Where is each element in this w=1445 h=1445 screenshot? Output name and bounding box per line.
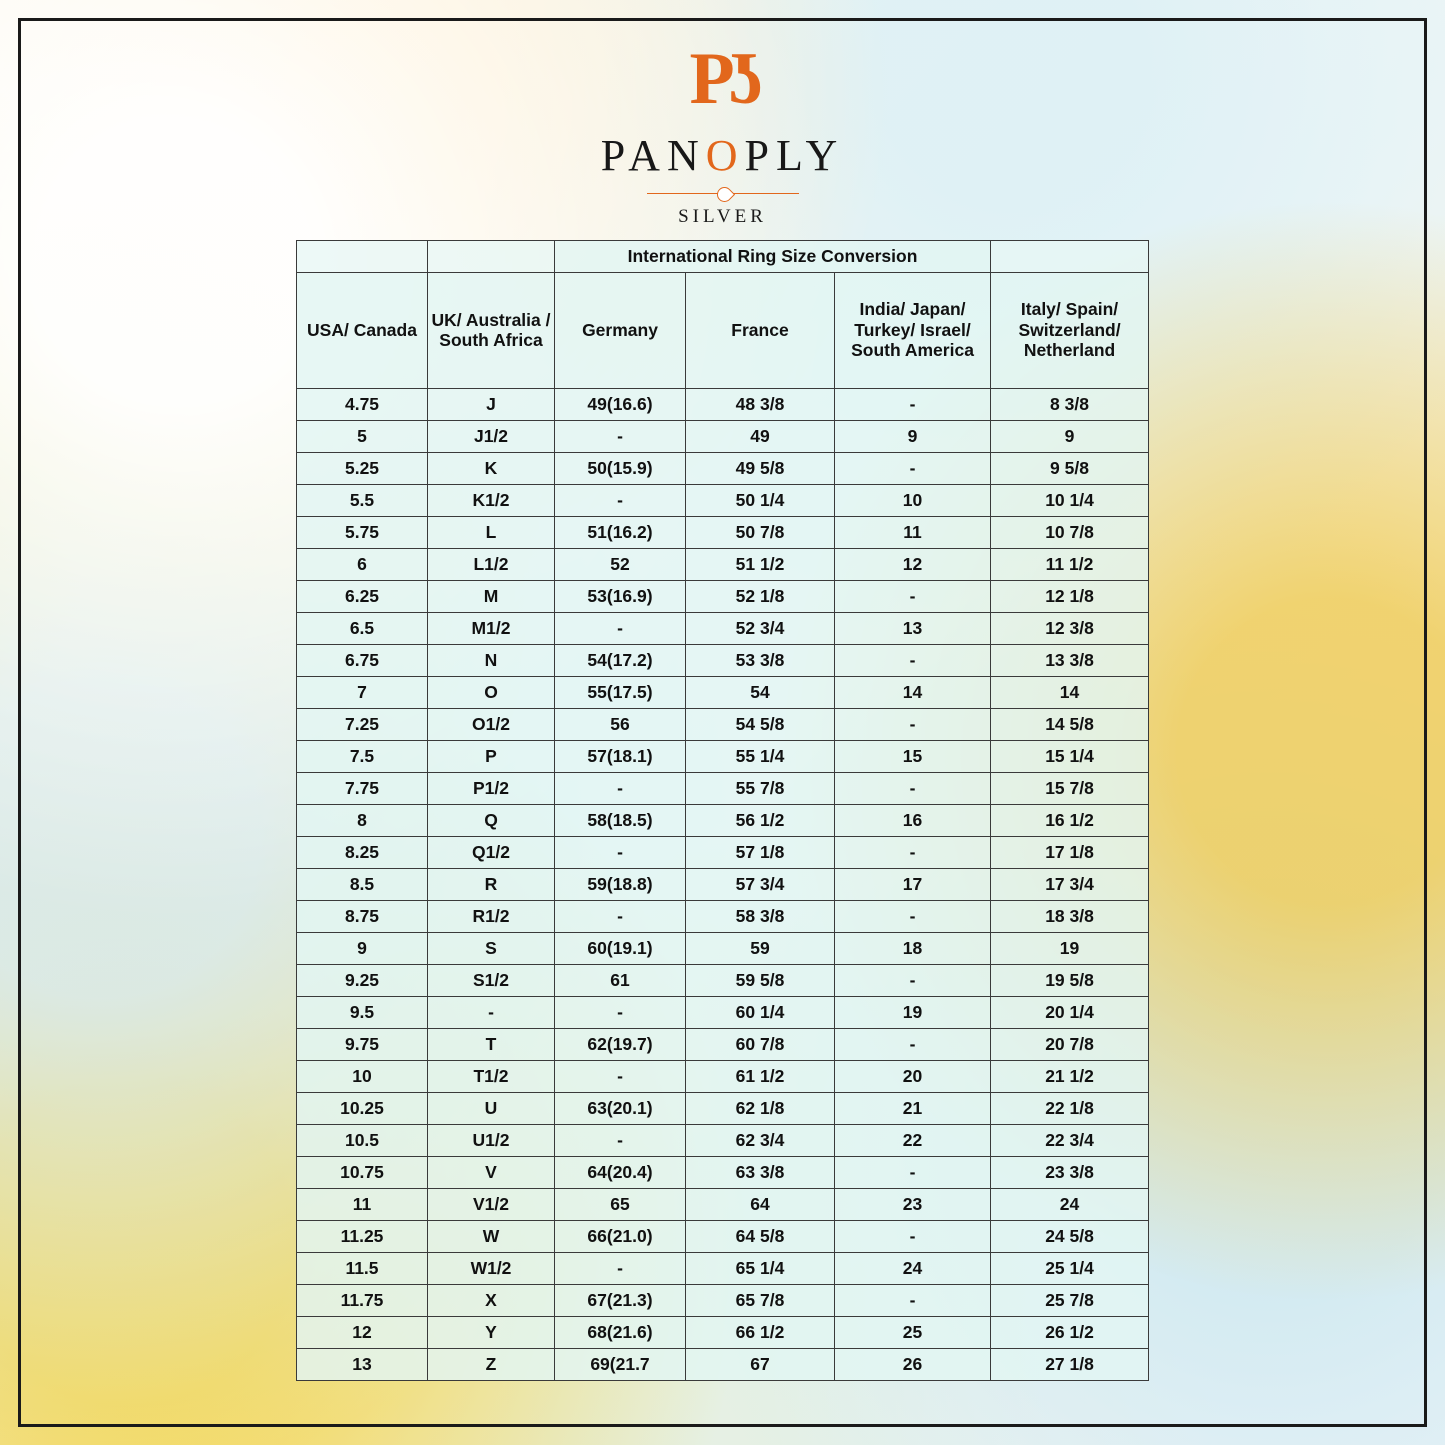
table-cell: 10.75 (297, 1156, 428, 1188)
table-cell: - (835, 1284, 991, 1316)
table-cell: - (555, 772, 686, 804)
table-cell: 15 1/4 (991, 740, 1149, 772)
table-cell: 58 3/8 (686, 900, 835, 932)
table-cell: 54 (686, 676, 835, 708)
table-cell: N (428, 644, 555, 676)
table-cell: 53(16.9) (555, 580, 686, 612)
table-cell: 15 (835, 740, 991, 772)
table-cell: 18 (835, 932, 991, 964)
table-cell: - (555, 996, 686, 1028)
table-cell: 19 (835, 996, 991, 1028)
table-cell: 54(17.2) (555, 644, 686, 676)
table-row (297, 708, 1149, 740)
table-cell: M1/2 (428, 612, 555, 644)
table-cell: 50 1/4 (686, 484, 835, 516)
table-cell: V1/2 (428, 1188, 555, 1220)
table-row (297, 1348, 1149, 1380)
table-cell: 62 1/8 (686, 1092, 835, 1124)
brand-name: PANOPLY (600, 131, 845, 181)
table-row (297, 1252, 1149, 1284)
table-cell: 9 (297, 932, 428, 964)
table-cell: 62(19.7) (555, 1028, 686, 1060)
table-cell: X (428, 1284, 555, 1316)
table-cell: 16 1/2 (991, 804, 1149, 836)
table-header-row (297, 272, 1149, 388)
table-row (297, 1284, 1149, 1316)
table-row (297, 932, 1149, 964)
table-cell: 61 1/2 (686, 1060, 835, 1092)
table-cell: U (428, 1092, 555, 1124)
table-cell: 19 (991, 932, 1149, 964)
table-cell: 62 3/4 (686, 1124, 835, 1156)
table-cell: 59 5/8 (686, 964, 835, 996)
table-row (297, 1028, 1149, 1060)
table-cell: Q1/2 (428, 836, 555, 868)
table-cell: 10 7/8 (991, 516, 1149, 548)
table-row (297, 996, 1149, 1028)
table-cell: - (428, 996, 555, 1028)
table-cell: 11.5 (297, 1252, 428, 1284)
table-cell: 4.75 (297, 388, 428, 420)
table-cell: O1/2 (428, 708, 555, 740)
table-cell: - (555, 484, 686, 516)
column-header-usa-canada: USA/ Canada (297, 272, 428, 388)
table-cell: 52 1/8 (686, 580, 835, 612)
table-row (297, 1220, 1149, 1252)
table-row (297, 452, 1149, 484)
table-cell: 63(20.1) (555, 1092, 686, 1124)
table-cell: 64 5/8 (686, 1220, 835, 1252)
table-cell: 20 (835, 1060, 991, 1092)
table-cell: S1/2 (428, 964, 555, 996)
table-cell: 5 (297, 420, 428, 452)
table-cell: 25 1/4 (991, 1252, 1149, 1284)
table-cell: Q (428, 804, 555, 836)
column-header-italy-spain-switzerland: Italy/ Spain/ Switzerland/ Netherland (991, 272, 1149, 388)
table-cell: 57(18.1) (555, 740, 686, 772)
table-cell: 10.5 (297, 1124, 428, 1156)
table-cell: 12 3/8 (991, 612, 1149, 644)
table-cell: 51 1/2 (686, 548, 835, 580)
table-cell: 54 5/8 (686, 708, 835, 740)
table-cell: 56 (555, 708, 686, 740)
table-cell: 5.5 (297, 484, 428, 516)
table-title-row (297, 241, 1149, 273)
table-cell: 19 5/8 (991, 964, 1149, 996)
table-row (297, 1124, 1149, 1156)
table-cell: 66 1/2 (686, 1316, 835, 1348)
table-cell: 14 (991, 676, 1149, 708)
table-cell: 12 (835, 548, 991, 580)
table-cell: 10.25 (297, 1092, 428, 1124)
table-row (297, 740, 1149, 772)
table-cell: 9 5/8 (991, 452, 1149, 484)
table-cell: - (555, 900, 686, 932)
table-row (297, 964, 1149, 996)
table-cell: 18 3/8 (991, 900, 1149, 932)
table-cell: 48 3/8 (686, 388, 835, 420)
table-cell: - (835, 452, 991, 484)
table-cell: 65 (555, 1188, 686, 1220)
table-row (297, 868, 1149, 900)
table-cell: 57 3/4 (686, 868, 835, 900)
table-cell: - (835, 836, 991, 868)
table-cell: 21 (835, 1092, 991, 1124)
table-cell: 8.5 (297, 868, 428, 900)
table-cell: 23 (835, 1188, 991, 1220)
leaf-divider-icon (647, 193, 799, 194)
table-cell: 50(15.9) (555, 452, 686, 484)
table-cell: 11.75 (297, 1284, 428, 1316)
table-cell: - (555, 1060, 686, 1092)
table-cell: 8.25 (297, 836, 428, 868)
table-cell: 20 7/8 (991, 1028, 1149, 1060)
table-row (297, 1188, 1149, 1220)
table-cell: 10 1/4 (991, 484, 1149, 516)
table-cell: 53 3/8 (686, 644, 835, 676)
title-blank-cell-2 (428, 241, 555, 273)
table-cell: 24 (991, 1188, 1149, 1220)
table-cell: Z (428, 1348, 555, 1380)
table-cell: 13 3/8 (991, 644, 1149, 676)
table-cell: 55 7/8 (686, 772, 835, 804)
table-cell: 20 1/4 (991, 996, 1149, 1028)
table-row (297, 772, 1149, 804)
table-cell: - (835, 1156, 991, 1188)
table-row (297, 900, 1149, 932)
table-cell: - (555, 836, 686, 868)
table-cell: - (835, 644, 991, 676)
column-header-france: France (686, 272, 835, 388)
table-cell: - (555, 1124, 686, 1156)
table-cell: 11 1/2 (991, 548, 1149, 580)
table-cell: 26 1/2 (991, 1316, 1149, 1348)
table-cell: 65 1/4 (686, 1252, 835, 1284)
table-row (297, 644, 1149, 676)
table-cell: - (835, 580, 991, 612)
table-cell: 6 (297, 548, 428, 580)
table-cell: 52 (555, 548, 686, 580)
table-cell: 60 1/4 (686, 996, 835, 1028)
table-cell: 14 5/8 (991, 708, 1149, 740)
table-cell: 16 (835, 804, 991, 836)
table-cell: 52 3/4 (686, 612, 835, 644)
table-cell: 64 (686, 1188, 835, 1220)
table-cell: T1/2 (428, 1060, 555, 1092)
table-cell: 25 7/8 (991, 1284, 1149, 1316)
table-cell: T (428, 1028, 555, 1060)
table-cell: 50 7/8 (686, 516, 835, 548)
table-cell: 9 (835, 420, 991, 452)
table-row (297, 1060, 1149, 1092)
table-cell: - (835, 708, 991, 740)
table-cell: W1/2 (428, 1252, 555, 1284)
table-cell: 64(20.4) (555, 1156, 686, 1188)
table-cell: 6.75 (297, 644, 428, 676)
table-cell: 22 (835, 1124, 991, 1156)
table-cell: - (835, 388, 991, 420)
table-cell: 5.25 (297, 452, 428, 484)
table-cell: 6.25 (297, 580, 428, 612)
table-cell: - (555, 612, 686, 644)
table-cell: 10 (835, 484, 991, 516)
brand-name-accent-letter: O (705, 131, 745, 181)
table-cell: V (428, 1156, 555, 1188)
table-cell: R1/2 (428, 900, 555, 932)
table-row (297, 516, 1149, 548)
title-blank-cell-1 (297, 241, 428, 273)
table-cell: 12 (297, 1316, 428, 1348)
table-cell: 55(17.5) (555, 676, 686, 708)
table-cell: 55 1/4 (686, 740, 835, 772)
table-cell: 9.5 (297, 996, 428, 1028)
table-cell: 67(21.3) (555, 1284, 686, 1316)
table-cell: 15 7/8 (991, 772, 1149, 804)
table-cell: 66(21.0) (555, 1220, 686, 1252)
table-cell: 49 5/8 (686, 452, 835, 484)
table-row (297, 836, 1149, 868)
table-cell: 13 (297, 1348, 428, 1380)
table-cell: 24 (835, 1252, 991, 1284)
table-cell: W (428, 1220, 555, 1252)
column-header-germany: Germany (555, 272, 686, 388)
table-cell: - (835, 772, 991, 804)
table-cell: 26 (835, 1348, 991, 1380)
table-cell: 68(21.6) (555, 1316, 686, 1348)
table-row (297, 1092, 1149, 1124)
table-cell: - (555, 420, 686, 452)
table-cell: 8.75 (297, 900, 428, 932)
table-row (297, 804, 1149, 836)
table-row (297, 1156, 1149, 1188)
table-cell: P (428, 740, 555, 772)
table-cell: 60(19.1) (555, 932, 686, 964)
table-cell: S (428, 932, 555, 964)
table-row (297, 388, 1149, 420)
table-cell: 22 1/8 (991, 1092, 1149, 1124)
table-row (297, 612, 1149, 644)
table-cell: 61 (555, 964, 686, 996)
table-cell: U1/2 (428, 1124, 555, 1156)
table-cell: L1/2 (428, 548, 555, 580)
table-cell: J (428, 388, 555, 420)
table-cell: 6.5 (297, 612, 428, 644)
table-cell: M (428, 580, 555, 612)
table-cell: - (835, 900, 991, 932)
table-cell: - (835, 1220, 991, 1252)
table-cell: 5.75 (297, 516, 428, 548)
brand-subtitle: SILVER (678, 206, 767, 228)
table-cell: - (835, 1028, 991, 1060)
table-cell: 9 (991, 420, 1149, 452)
table-cell: 14 (835, 676, 991, 708)
title-blank-cell-3 (991, 241, 1149, 273)
table-cell: 23 3/8 (991, 1156, 1149, 1188)
table-cell: 17 1/8 (991, 836, 1149, 868)
ring-size-conversion-table (296, 240, 1149, 1381)
table-cell: 17 3/4 (991, 868, 1149, 900)
table-cell: 9.25 (297, 964, 428, 996)
table-cell: 59(18.8) (555, 868, 686, 900)
table-cell: O (428, 676, 555, 708)
table-cell: K (428, 452, 555, 484)
table-cell: J1/2 (428, 420, 555, 452)
table-cell: 7.75 (297, 772, 428, 804)
table-cell: 11 (297, 1188, 428, 1220)
table-cell: 24 5/8 (991, 1220, 1149, 1252)
table-cell: 59 (686, 932, 835, 964)
table-cell: 27 1/8 (991, 1348, 1149, 1380)
table-cell: 9.75 (297, 1028, 428, 1060)
table-cell: 11 (835, 516, 991, 548)
table-cell: 10 (297, 1060, 428, 1092)
table-cell: 13 (835, 612, 991, 644)
table-cell: 60 7/8 (686, 1028, 835, 1060)
table-cell: L (428, 516, 555, 548)
table-row (297, 420, 1149, 452)
table-cell: 49 (686, 420, 835, 452)
table-cell: 11.25 (297, 1220, 428, 1252)
table-cell: 51(16.2) (555, 516, 686, 548)
table-cell: 65 7/8 (686, 1284, 835, 1316)
table-cell: 57 1/8 (686, 836, 835, 868)
table-row (297, 548, 1149, 580)
table-cell: 67 (686, 1348, 835, 1380)
table-cell: R (428, 868, 555, 900)
table-cell: 7.5 (297, 740, 428, 772)
table-cell: K1/2 (428, 484, 555, 516)
table-row (297, 580, 1149, 612)
table-cell: 17 (835, 868, 991, 900)
table-cell: 21 1/2 (991, 1060, 1149, 1092)
table-cell: 56 1/2 (686, 804, 835, 836)
table-cell: 7.25 (297, 708, 428, 740)
table-cell: 25 (835, 1316, 991, 1348)
table-row (297, 676, 1149, 708)
table-cell: - (835, 964, 991, 996)
table-cell: 12 1/8 (991, 580, 1149, 612)
table-cell: 58(18.5) (555, 804, 686, 836)
table-title: International Ring Size Conversion (555, 241, 991, 273)
column-header-india-japan-turkey: India/ Japan/ Turkey/ Israel/ South America (835, 272, 991, 388)
table-cell: 49(16.6) (555, 388, 686, 420)
table-cell: 69(21.7 (555, 1348, 686, 1380)
brand-logo (0, 38, 1445, 228)
table-cell: Y (428, 1316, 555, 1348)
table-cell: - (555, 1252, 686, 1284)
table-cell: 63 3/8 (686, 1156, 835, 1188)
table-cell: P1/2 (428, 772, 555, 804)
ring-size-table-wrapper (296, 240, 1148, 1381)
table-row (297, 484, 1149, 516)
table-cell: 22 3/4 (991, 1124, 1149, 1156)
table-cell: 7 (297, 676, 428, 708)
table-cell: 8 (297, 804, 428, 836)
table-row (297, 1316, 1149, 1348)
panoply-monogram-icon: Pʖ (689, 38, 756, 120)
table-cell: 8 3/8 (991, 388, 1149, 420)
column-header-uk-australia-south-africa: UK/ Australia / South Africa (428, 272, 555, 388)
